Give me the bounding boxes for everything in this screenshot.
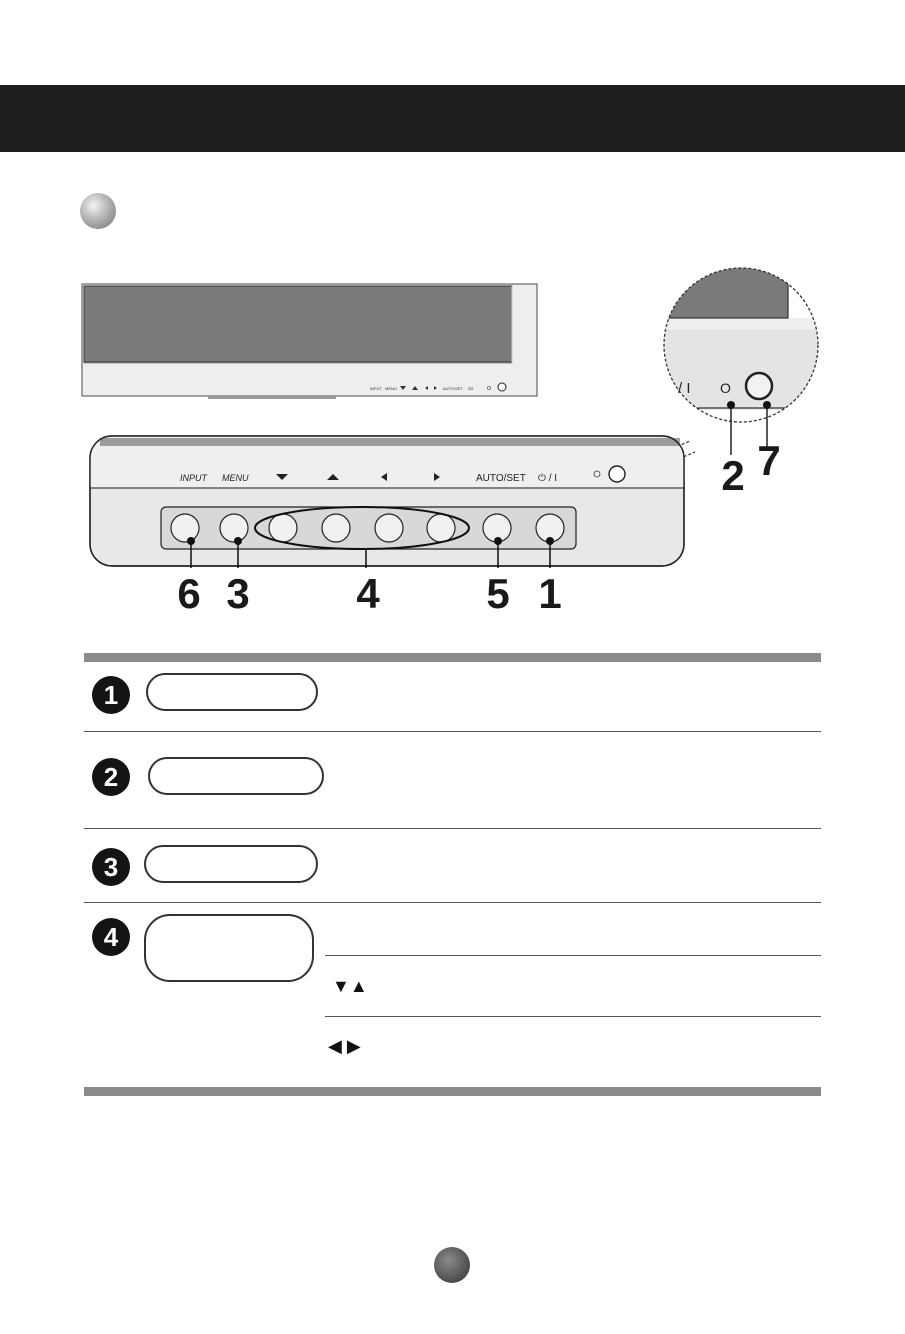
callout-2: 2 (721, 452, 745, 499)
monitor-label-power: ⏻/I (468, 386, 474, 391)
row-4-label-box (144, 914, 314, 982)
monitor-front (82, 284, 537, 399)
zoom-label-indicator: O (720, 380, 731, 396)
menu-button[interactable] (220, 514, 248, 542)
row-2-label-box (148, 757, 324, 795)
input-button[interactable] (171, 514, 199, 542)
down-button[interactable] (269, 514, 297, 542)
row-number-1: 1 (92, 676, 130, 714)
table-bottom-bar (84, 1087, 821, 1096)
table-top-bar (84, 653, 821, 662)
left-right-arrows-icon: ◀ ▶ (328, 1036, 361, 1056)
row-divider (84, 731, 821, 732)
panel-label-power: ⏻ / I (538, 473, 558, 484)
subrow-divider (325, 1016, 821, 1017)
zoom-indicator-dot (727, 401, 735, 409)
control-panel (90, 436, 684, 568)
zoom-label-power: / I (678, 380, 691, 397)
monitor-power-button[interactable] (498, 383, 506, 391)
monitor-label-input: INPUT (370, 386, 382, 391)
down-up-arrows-icon: ▼▲ (332, 976, 368, 996)
row-1-label-box (146, 673, 318, 711)
row-divider (84, 828, 821, 829)
callout-4: 4 (356, 570, 380, 617)
subrow-divider (325, 955, 821, 956)
callout-7: 7 (757, 437, 781, 484)
panel-label-input: INPUT (180, 473, 207, 483)
zoom-button-dot (763, 401, 771, 409)
row-3-label-box (144, 845, 318, 883)
callout-5: 5 (486, 570, 510, 617)
callout-1: 1 (538, 570, 562, 617)
zoom-power-button[interactable] (746, 373, 772, 399)
up-button[interactable] (322, 514, 350, 542)
callout-6: 6 (177, 570, 201, 617)
row-number-3: 3 (92, 848, 130, 886)
monitor-controls-illustration (0, 0, 905, 640)
panel-label-menu: MENU (222, 473, 249, 483)
page-number-badge (434, 1247, 470, 1283)
monitor-label-menu: MENU (385, 386, 397, 391)
left-button[interactable] (375, 514, 403, 542)
callout-3: 3 (226, 570, 250, 617)
row-divider (84, 902, 821, 903)
panel-label-autoset: AUTO/SET (476, 473, 526, 484)
row-number-4: 4 (92, 918, 130, 956)
right-button[interactable] (427, 514, 455, 542)
row-number-2: 2 (92, 758, 130, 796)
monitor-label-autoset: AUTO/SET (443, 386, 463, 391)
panel-small-power-button[interactable] (609, 466, 625, 482)
